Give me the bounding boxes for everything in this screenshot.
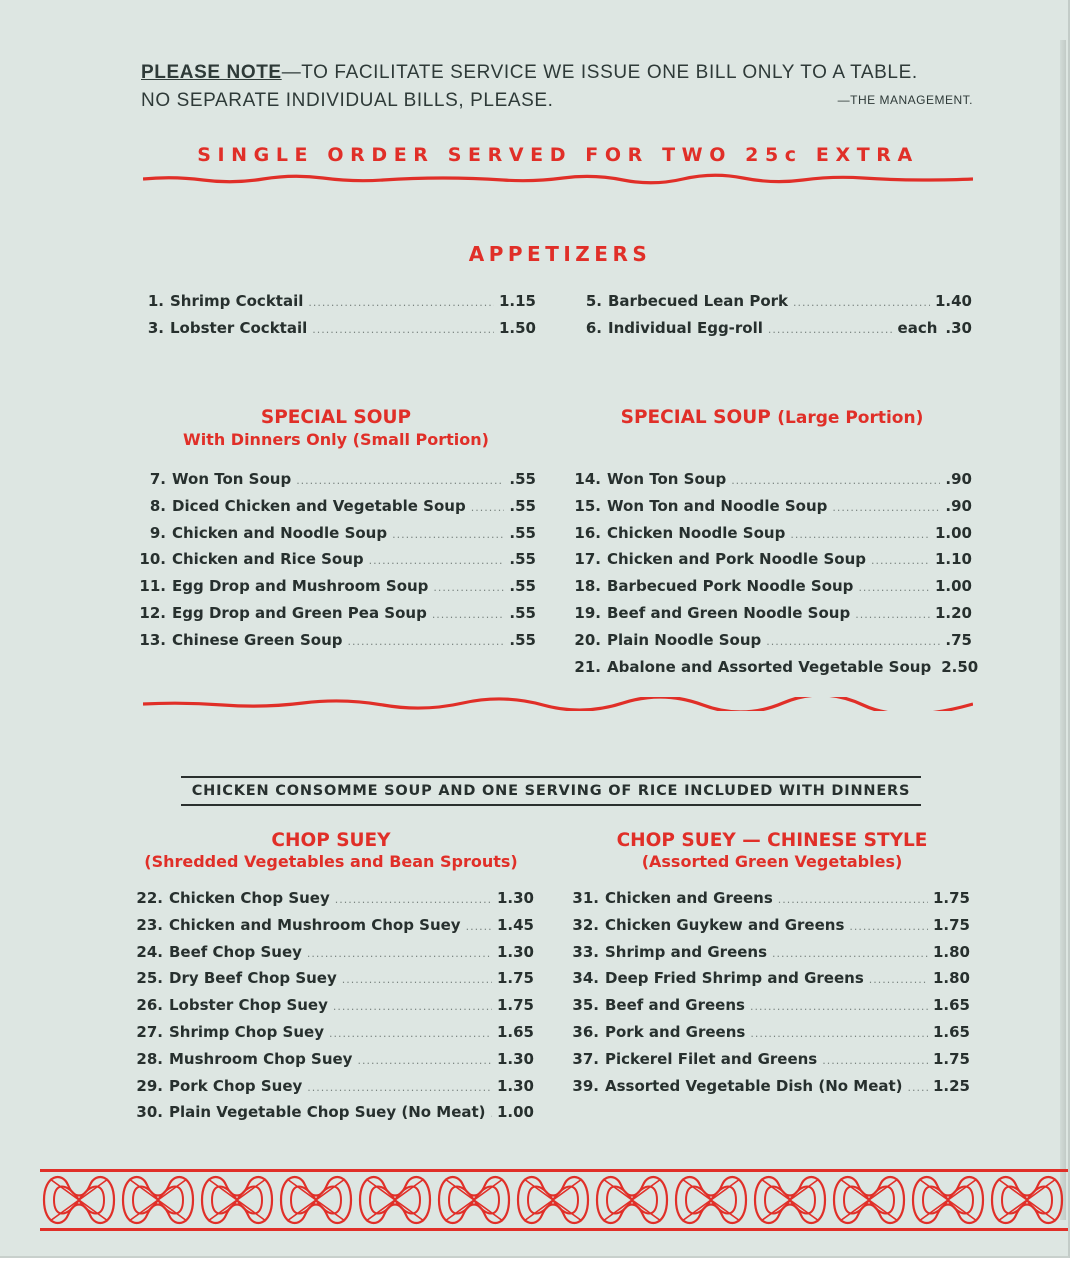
item-number: 36. [572,1023,599,1041]
item-number: 3. [147,319,164,337]
special-soup-large-subtitle: (Large Portion) [777,408,924,428]
dot-leader [750,1000,928,1013]
dot-leader [869,973,928,986]
chop-suey-chinese-subtitle: (Assorted Green Vegetables) [641,852,903,871]
item-price: .90 [945,496,972,515]
chop-suey-title: CHOP SUEY [271,830,391,851]
item-number: 17. [574,550,601,569]
menu-item-row [140,319,536,345]
item-price: 1.30 [496,1076,534,1095]
menu-item-row [130,969,534,995]
item-number: 26. [136,996,163,1015]
item-number: 6. [585,319,602,337]
item-unit: each [897,319,938,337]
dot-leader [296,474,504,487]
item-number: 10. [139,550,166,569]
dot-leader [335,893,492,906]
dot-leader [822,1054,928,1067]
ornament-knot [992,1177,1062,1223]
menu-item-row [568,497,972,523]
item-price: 1.75 [932,889,970,907]
item-number: 39. [572,1076,599,1095]
item-name: Pork and Greens [605,1023,746,1041]
menu-item-row [130,996,534,1022]
dot-leader [790,528,930,541]
dot-leader [750,1027,928,1040]
item-price: 1.75 [932,1049,970,1068]
item-name: Dry Beef Chop Suey [169,969,337,988]
item-price: .90 [945,470,972,488]
ornament-knot [281,1177,351,1223]
item-number: 27. [136,1023,163,1041]
item-price: 1.80 [932,969,970,988]
dot-leader [329,1027,492,1040]
menu-item-row [578,319,972,345]
item-name: Deep Fried Shrimp and Greens [605,969,864,988]
dot-leader [768,323,893,336]
item-price: .55 [509,523,536,542]
item-price: 1.30 [496,889,534,907]
ornament-knot [360,1177,430,1223]
item-price: .55 [509,550,536,569]
ornament-knot [755,1177,825,1223]
item-name: Chicken and Greens [605,889,773,907]
menu-item-row [568,631,972,657]
item-name: Chicken Noodle Soup [607,523,786,542]
item-number: 14. [574,470,601,488]
menu-item-row [134,631,536,657]
menu-item-row [566,889,970,915]
item-name: Chicken and Pork Noodle Soup [607,550,866,569]
page-fold-edge [1060,40,1066,1220]
ornament-knot [439,1177,509,1223]
item-number: 13. [139,630,166,649]
item-price: .55 [509,604,536,622]
menu-item-row [568,657,979,684]
item-name: Lobster Chop Suey [169,996,328,1015]
item-name: Assorted Vegetable Dish (No Meat) [605,1076,903,1095]
dot-leader [307,1081,492,1094]
menu-item-row [130,1103,534,1129]
menu-item-row [568,524,972,550]
item-price: 1.10 [934,550,972,569]
single-order-banner: SINGLE ORDER SERVED FOR TWO 25c EXTRA [197,144,919,166]
item-price: 1.40 [934,292,972,310]
item-name: Chicken Guykew and Greens [605,915,845,934]
item-name: Won Ton Soup [607,470,727,488]
menu-item-row [134,524,536,550]
special-soup-small-title: SPECIAL SOUP [260,407,412,428]
appetizers-title: APPETIZERS [468,242,652,266]
item-number: 32. [572,915,599,934]
item-name: Pork Chop Suey [169,1076,303,1095]
item-name: Won Ton and Noodle Soup [607,496,828,515]
dot-leader [312,323,494,336]
item-number: 8. [149,496,166,515]
red-divider-top [143,172,973,186]
dot-leader [793,296,930,309]
item-number: 16. [574,523,601,542]
chop-suey-subtitle: (Shredded Vegetables and Bean Sprouts) [144,852,518,871]
item-number: 33. [572,942,599,961]
item-price: .55 [509,470,536,488]
item-number: 22. [136,889,163,907]
menu-item-row [566,1050,970,1076]
item-number: 23. [136,915,163,934]
item-price: 1.80 [932,942,970,961]
menu-item-row [134,577,536,603]
item-name: Diced Chicken and Vegetable Soup [172,496,466,515]
menu-item-row [568,550,972,576]
item-price: 1.20 [934,604,972,622]
item-number: 28. [136,1049,163,1068]
chop-suey-chinese-title: CHOP SUEY — CHINESE STYLE [616,830,928,851]
item-price: 1.50 [498,319,536,337]
ornament-knot [44,1177,114,1223]
item-number: 7. [149,470,166,488]
special-soup-large-title: SPECIAL SOUP [620,407,771,428]
dot-leader [369,554,505,567]
dot-leader [731,474,940,487]
special-soup-small-subtitle: With Dinners Only (Small Portion) [183,430,489,449]
dot-leader [491,1107,492,1120]
item-number: 20. [574,630,601,649]
dot-leader [392,528,504,541]
dot-leader [466,920,492,933]
item-price: .75 [945,630,972,649]
item-name: Beef and Green Noodle Soup [607,604,851,622]
item-name: Beef and Greens [605,996,745,1015]
item-number: 19. [574,604,601,622]
item-name: Barbecued Pork Noodle Soup [607,577,854,596]
item-price: 1.00 [934,523,972,542]
item-name: Chinese Green Soup [172,630,343,649]
item-name: Chicken and Noodle Soup [172,523,388,542]
menu-item-row [134,604,536,630]
menu-item-row [130,889,534,915]
item-number: 1. [147,292,164,310]
menu-item-row [566,1023,970,1049]
item-number: 25. [136,969,163,988]
item-name: Shrimp Cocktail [170,292,304,310]
ornament-knot [834,1177,904,1223]
ornament-knot [202,1177,272,1223]
dot-leader [849,920,928,933]
item-name: Shrimp Chop Suey [169,1023,324,1041]
item-number: 35. [572,996,599,1015]
dot-leader [432,608,505,621]
item-name: Pickerel Filet and Greens [605,1049,818,1068]
item-name: Barbecued Lean Pork [608,292,788,310]
item-name: Abalone and Assorted Vegetable Soup [607,657,932,676]
menu-item-row [568,577,972,603]
item-price: 1.75 [496,996,534,1015]
dot-leader [871,554,930,567]
item-name: Chicken and Rice Soup [172,550,364,569]
menu-item-row [140,292,536,318]
dot-leader [307,947,492,960]
dot-leader [858,581,930,594]
item-price: .30 [945,319,972,337]
item-price: 1.65 [932,996,970,1015]
item-number: 15. [574,496,601,515]
item-number: 18. [574,577,601,596]
item-price: 1.30 [496,1049,534,1068]
item-name: Mushroom Chop Suey [169,1049,353,1068]
included-with-dinners-note: CHICKEN CONSOMME SOUP AND ONE SERVING OF RICE INCLUDED WITH DINNERS [181,776,921,806]
item-number: 21. [574,657,601,676]
item-number: 24. [136,942,163,961]
item-name: Individual Egg-roll [608,319,763,337]
item-name: Shrimp and Greens [605,942,768,961]
menu-item-row [566,969,970,995]
notice-label: PLEASE NOTE [141,62,282,83]
item-number: 34. [572,969,599,988]
item-number: 11. [139,577,166,596]
item-price: 1.65 [496,1023,534,1041]
item-name: Won Ton Soup [172,470,292,488]
item-price: 1.30 [496,942,534,961]
red-divider-middle [143,697,973,711]
ornament-knot [676,1177,746,1223]
item-number: 31. [572,889,599,907]
menu-item-row [130,1077,534,1103]
dot-leader [855,608,930,621]
dot-leader [766,635,940,648]
dot-leader [333,1000,492,1013]
item-price: .55 [509,630,536,649]
dot-leader [832,501,940,514]
item-price: .55 [509,577,536,596]
item-name: Egg Drop and Green Pea Soup [172,604,427,622]
ornamental-border [40,1165,1068,1235]
item-number: 30. [136,1103,163,1122]
dot-leader [433,581,504,594]
menu-item-row [568,470,972,496]
menu-item-row [566,943,970,969]
menu-item-row [130,943,534,969]
item-number: 29. [136,1076,163,1095]
menu-item-row [134,550,536,576]
notice-text-2: NO SEPARATE INDIVIDUAL BILLS, PLEASE. [141,90,554,111]
item-price: 1.75 [932,915,970,934]
menu-item-row [566,996,970,1022]
dot-leader [357,1054,492,1067]
item-price: 1.25 [932,1076,970,1095]
item-price: .55 [509,496,536,515]
item-number: 12. [139,604,166,622]
item-price: 1.45 [496,915,534,934]
item-price: 1.00 [496,1103,534,1122]
item-number: 9. [149,523,166,542]
item-price: 2.50 [941,657,979,676]
menu-item-row [566,916,970,942]
notice-text-1: —TO FACILITATE SERVICE WE ISSUE ONE BILL ONLY TO A TABLE. [281,62,918,83]
item-number: 37. [572,1049,599,1068]
dot-leader [342,973,492,986]
item-price: 1.75 [496,969,534,988]
dot-leader [348,635,505,648]
item-name: Lobster Cocktail [170,319,308,337]
ornament-knot [123,1177,193,1223]
item-name: Plain Vegetable Chop Suey (No Meat) [169,1103,486,1122]
dot-leader [778,893,928,906]
item-price: 1.15 [498,292,536,310]
ornament-knot [597,1177,667,1223]
notice-line-2 [141,90,973,112]
item-price: 1.00 [934,577,972,596]
item-number: 5. [585,292,602,310]
item-name: Plain Noodle Soup [607,630,762,649]
notice-line-1 [141,62,973,84]
menu-item-row [578,292,972,318]
menu-item-row [566,1077,970,1103]
dot-leader [908,1081,928,1094]
menu-item-row [130,1023,534,1049]
menu-item-row [134,497,536,523]
item-name: Egg Drop and Mushroom Soup [172,577,429,596]
item-name: Chicken Chop Suey [169,889,330,907]
dot-leader [772,947,928,960]
ornament-knot [913,1177,983,1223]
item-name: Chicken and Mushroom Chop Suey [169,915,461,934]
management-signature: —THE MANAGEMENT. [837,93,973,107]
menu-item-row [568,604,972,630]
menu-item-row [134,470,536,496]
dot-leader [471,501,505,514]
item-name: Beef Chop Suey [169,942,302,961]
item-price: 1.65 [932,1023,970,1041]
menu-item-row [130,1050,534,1076]
dot-leader [308,296,494,309]
ornament-knot [518,1177,588,1223]
menu-item-row [130,916,534,942]
special-soup-large-heading [572,407,972,428]
